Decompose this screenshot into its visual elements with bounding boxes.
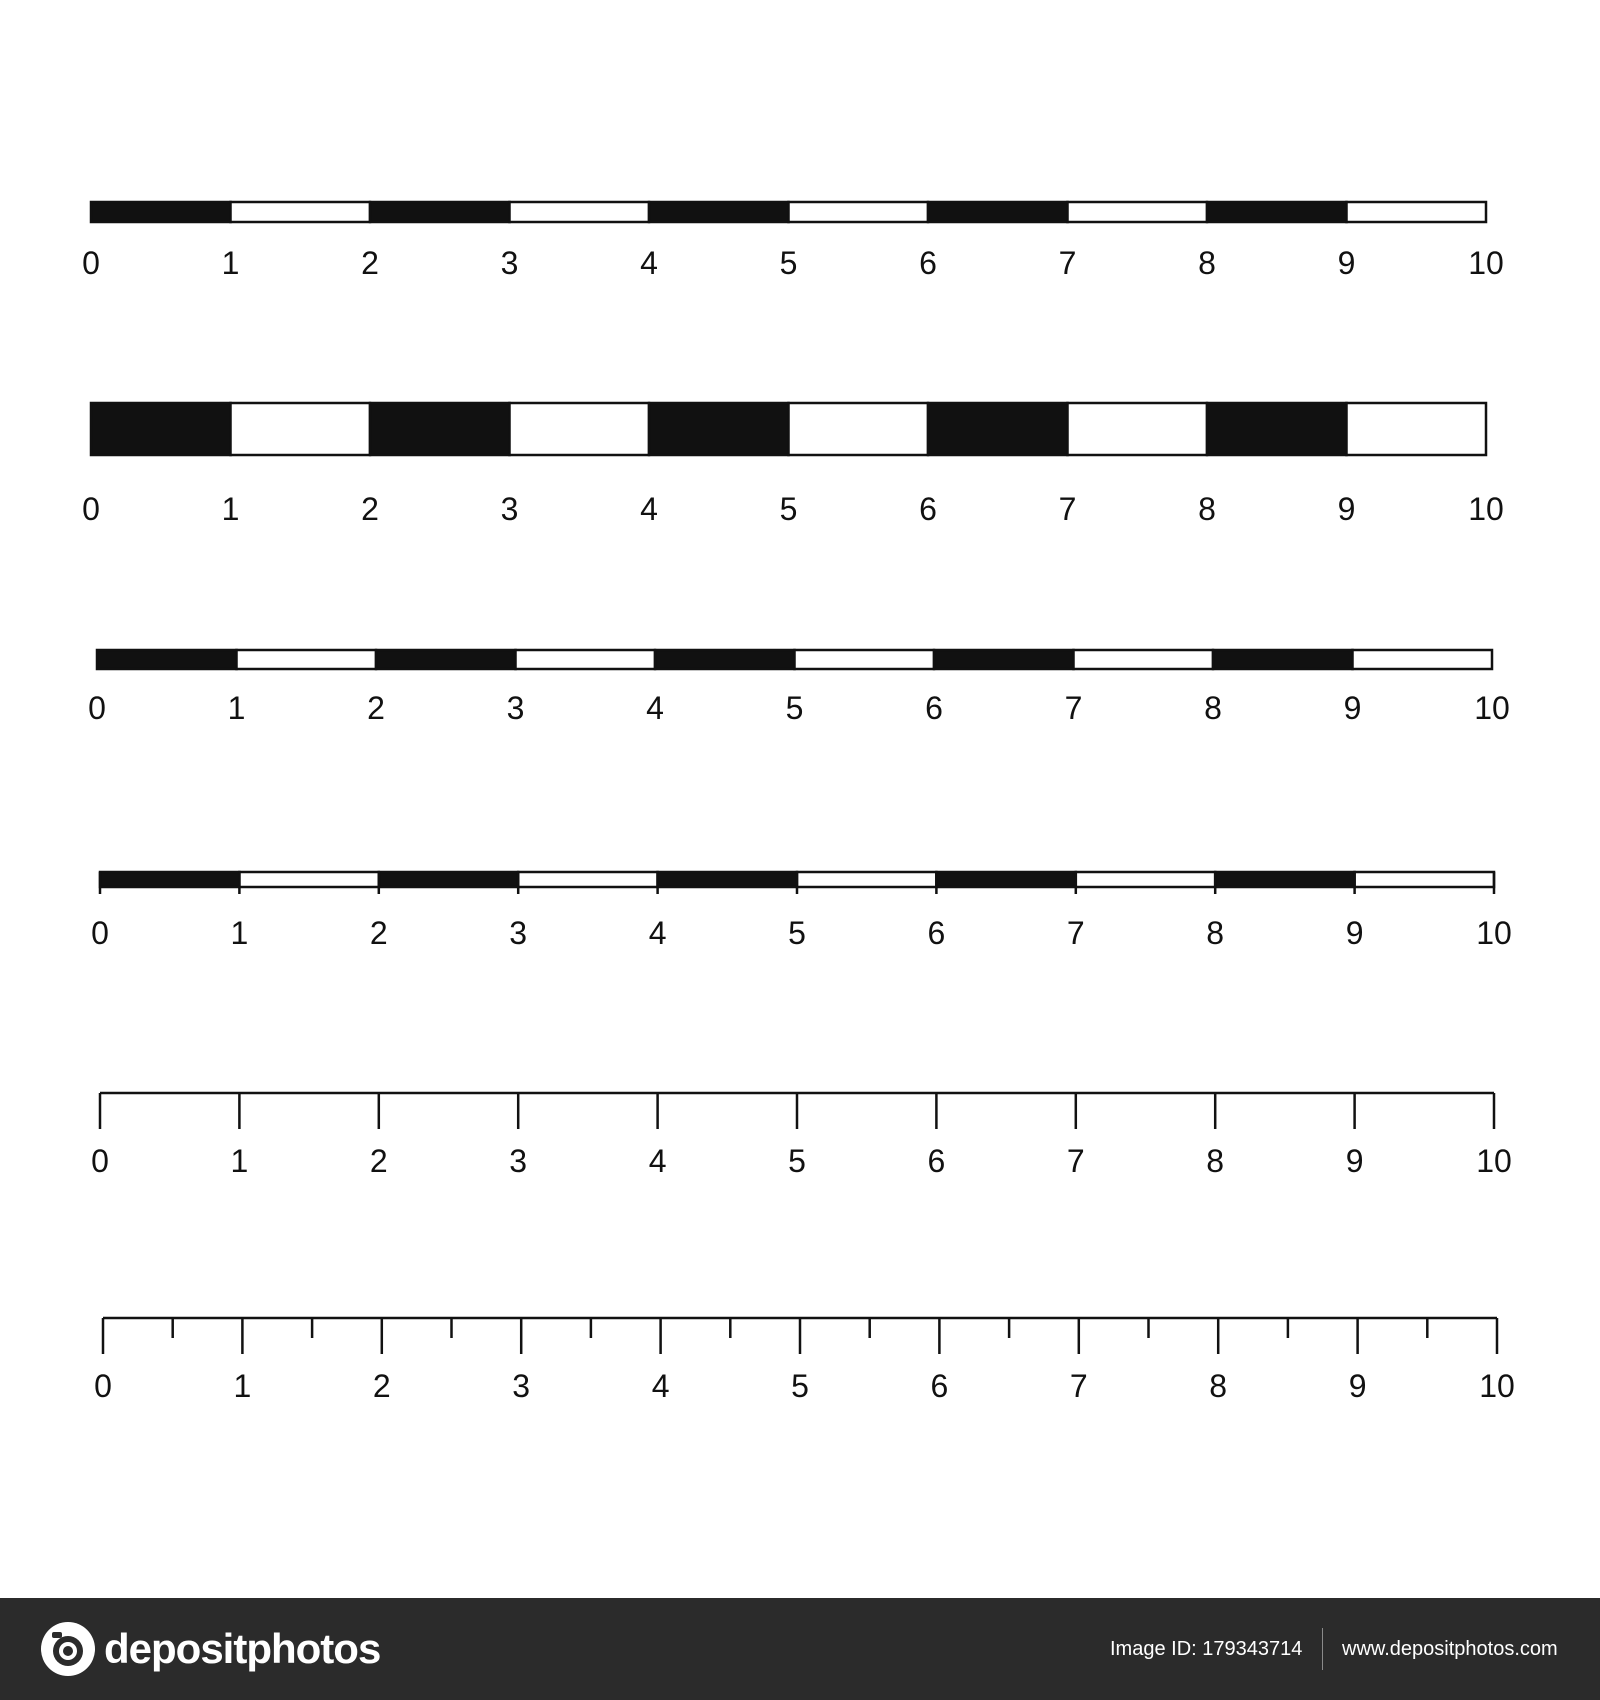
scale-4-segment-5 <box>658 872 797 887</box>
scale-5-label-3: 3 <box>509 1143 528 1179</box>
scale-4-segment-7 <box>936 872 1075 887</box>
scale-3-label-0: 0 <box>88 690 106 726</box>
scale-5-label-7: 7 <box>1066 1143 1085 1179</box>
scale-1-segment-10 <box>1347 202 1487 222</box>
scale-5-label-1: 1 <box>230 1143 249 1179</box>
scale-6-label-5: 5 <box>791 1368 809 1404</box>
scale-1-segment-2 <box>231 202 371 222</box>
scale-3-segment-7 <box>934 650 1074 669</box>
scale-4-label-2: 2 <box>369 915 388 951</box>
scale-5-label-4: 4 <box>648 1143 667 1179</box>
scale-2-label-7: 7 <box>1058 491 1077 527</box>
scale-2-label-3: 3 <box>500 491 519 527</box>
scale-3-label-1: 1 <box>227 690 246 726</box>
scale-6-label-8: 8 <box>1209 1368 1228 1404</box>
scale-6-label-10: 10 <box>1479 1368 1515 1404</box>
scale-3-segment-8 <box>1074 650 1214 669</box>
scale-2-segment-10 <box>1347 403 1487 455</box>
scale-4-label-0: 0 <box>91 915 109 951</box>
scale-2-segment-5 <box>649 403 789 455</box>
scale-2-segment-3 <box>370 403 510 455</box>
scale-5-label-8: 8 <box>1206 1143 1225 1179</box>
scale-2-label-5: 5 <box>779 491 798 527</box>
scale-1-label-5: 5 <box>779 245 798 281</box>
scale-4-segment-1 <box>100 872 239 887</box>
logo-text: depositphotos <box>104 1625 381 1672</box>
scale-2-label-10: 10 <box>1468 491 1504 527</box>
scale-3-segment-6 <box>795 650 935 669</box>
scale-2-label-1: 1 <box>221 491 240 527</box>
scale-1-label-7: 7 <box>1058 245 1077 281</box>
footer-bar <box>0 1598 1600 1700</box>
scale-3-segment-5 <box>655 650 795 669</box>
scale-4-label-6: 6 <box>927 915 946 951</box>
scale-2-label-4: 4 <box>640 491 658 527</box>
scale-5-label-10: 10 <box>1476 1143 1512 1179</box>
scale-1-label-4: 4 <box>640 245 658 281</box>
scale-2-segment-1 <box>91 403 231 455</box>
scale-1-segment-8 <box>1068 202 1208 222</box>
scale-4-label-7: 7 <box>1066 915 1085 951</box>
scale-2-segment-2 <box>231 403 371 455</box>
scale-6-label-9: 9 <box>1348 1368 1367 1404</box>
scale-3-label-2: 2 <box>367 690 385 726</box>
scale-2-label-6: 6 <box>919 491 937 527</box>
scale-3-segment-9 <box>1213 650 1353 669</box>
scale-4-label-3: 3 <box>509 915 528 951</box>
scale-6-label-1: 1 <box>233 1368 252 1404</box>
scale-1-segment-4 <box>510 202 650 222</box>
scale-2-label-2: 2 <box>361 491 379 527</box>
scale-6-label-2: 2 <box>372 1368 391 1404</box>
scale-3-segment-1 <box>97 650 237 669</box>
camera-icon <box>40 1621 96 1677</box>
scale-5-label-0: 0 <box>91 1143 109 1179</box>
scale-1-label-9: 9 <box>1337 245 1356 281</box>
scale-2-segment-9 <box>1207 403 1347 455</box>
scale-2-label-0: 0 <box>82 491 100 527</box>
scale-1-segment-9 <box>1207 202 1347 222</box>
scale-6-label-4: 4 <box>651 1368 670 1404</box>
scale-5-label-6: 6 <box>927 1143 946 1179</box>
scale-3-label-5: 5 <box>785 690 804 726</box>
scale-3-label-9: 9 <box>1343 690 1362 726</box>
scale-1-label-1: 1 <box>221 245 240 281</box>
scale-2-segment-8 <box>1068 403 1208 455</box>
scale-1-label-8: 8 <box>1198 245 1216 281</box>
scale-4-label-1: 1 <box>230 915 249 951</box>
scale-1-segment-7 <box>928 202 1068 222</box>
scale-1-segment-1 <box>91 202 231 222</box>
scale-3-segment-3 <box>376 650 516 669</box>
scale-1-segment-3 <box>370 202 510 222</box>
scale-4-segment-9 <box>1215 872 1354 887</box>
scale-3-label-8: 8 <box>1204 690 1222 726</box>
scale-5-label-5: 5 <box>788 1143 806 1179</box>
scale-4-label-4: 4 <box>648 915 667 951</box>
scale-3-segment-4 <box>516 650 656 669</box>
scale-4-segment-10 <box>1355 872 1494 887</box>
scale-4-label-10: 10 <box>1476 915 1512 951</box>
scale-1-label-3: 3 <box>500 245 519 281</box>
scale-4-segment-6 <box>797 872 936 887</box>
scale-4-segment-4 <box>518 872 657 887</box>
scale-3-label-7: 7 <box>1064 690 1083 726</box>
scale-4-label-8: 8 <box>1206 915 1225 951</box>
scale-6-label-0: 0 <box>94 1368 112 1404</box>
scale-4-label-5: 5 <box>788 915 806 951</box>
scale-2-segment-4 <box>510 403 650 455</box>
scale-3-label-6: 6 <box>925 690 943 726</box>
scale-3-label-10: 10 <box>1474 690 1510 726</box>
scale-1-segment-6 <box>789 202 929 222</box>
scale-2-segment-6 <box>789 403 929 455</box>
scale-2-label-8: 8 <box>1198 491 1216 527</box>
scale-5-label-2: 2 <box>369 1143 388 1179</box>
scale-6-label-7: 7 <box>1069 1368 1088 1404</box>
scale-6-label-6: 6 <box>930 1368 949 1404</box>
site-url: www.depositphotos.com <box>1342 1638 1558 1660</box>
scale-1-label-0: 0 <box>82 245 100 281</box>
scale-4-segment-3 <box>379 872 518 887</box>
scale-6-label-3: 3 <box>512 1368 531 1404</box>
scale-1-label-6: 6 <box>919 245 937 281</box>
scale-4-segment-2 <box>239 872 378 887</box>
scale-3-segment-2 <box>237 650 377 669</box>
scale-4-label-9: 9 <box>1345 915 1364 951</box>
footer-divider <box>1322 1628 1323 1670</box>
scale-2-segment-7 <box>928 403 1068 455</box>
scale-1-label-2: 2 <box>361 245 379 281</box>
scale-1-label-10: 10 <box>1468 245 1504 281</box>
scale-3-label-3: 3 <box>506 690 525 726</box>
scale-4-segment-8 <box>1076 872 1215 887</box>
scale-2-label-9: 9 <box>1337 491 1356 527</box>
scale-1-segment-5 <box>649 202 789 222</box>
scale-5-label-9: 9 <box>1345 1143 1364 1179</box>
image-id: Image ID: 179343714 <box>1110 1638 1303 1660</box>
scale-3-segment-10 <box>1353 650 1493 669</box>
scale-3-label-4: 4 <box>646 690 664 726</box>
